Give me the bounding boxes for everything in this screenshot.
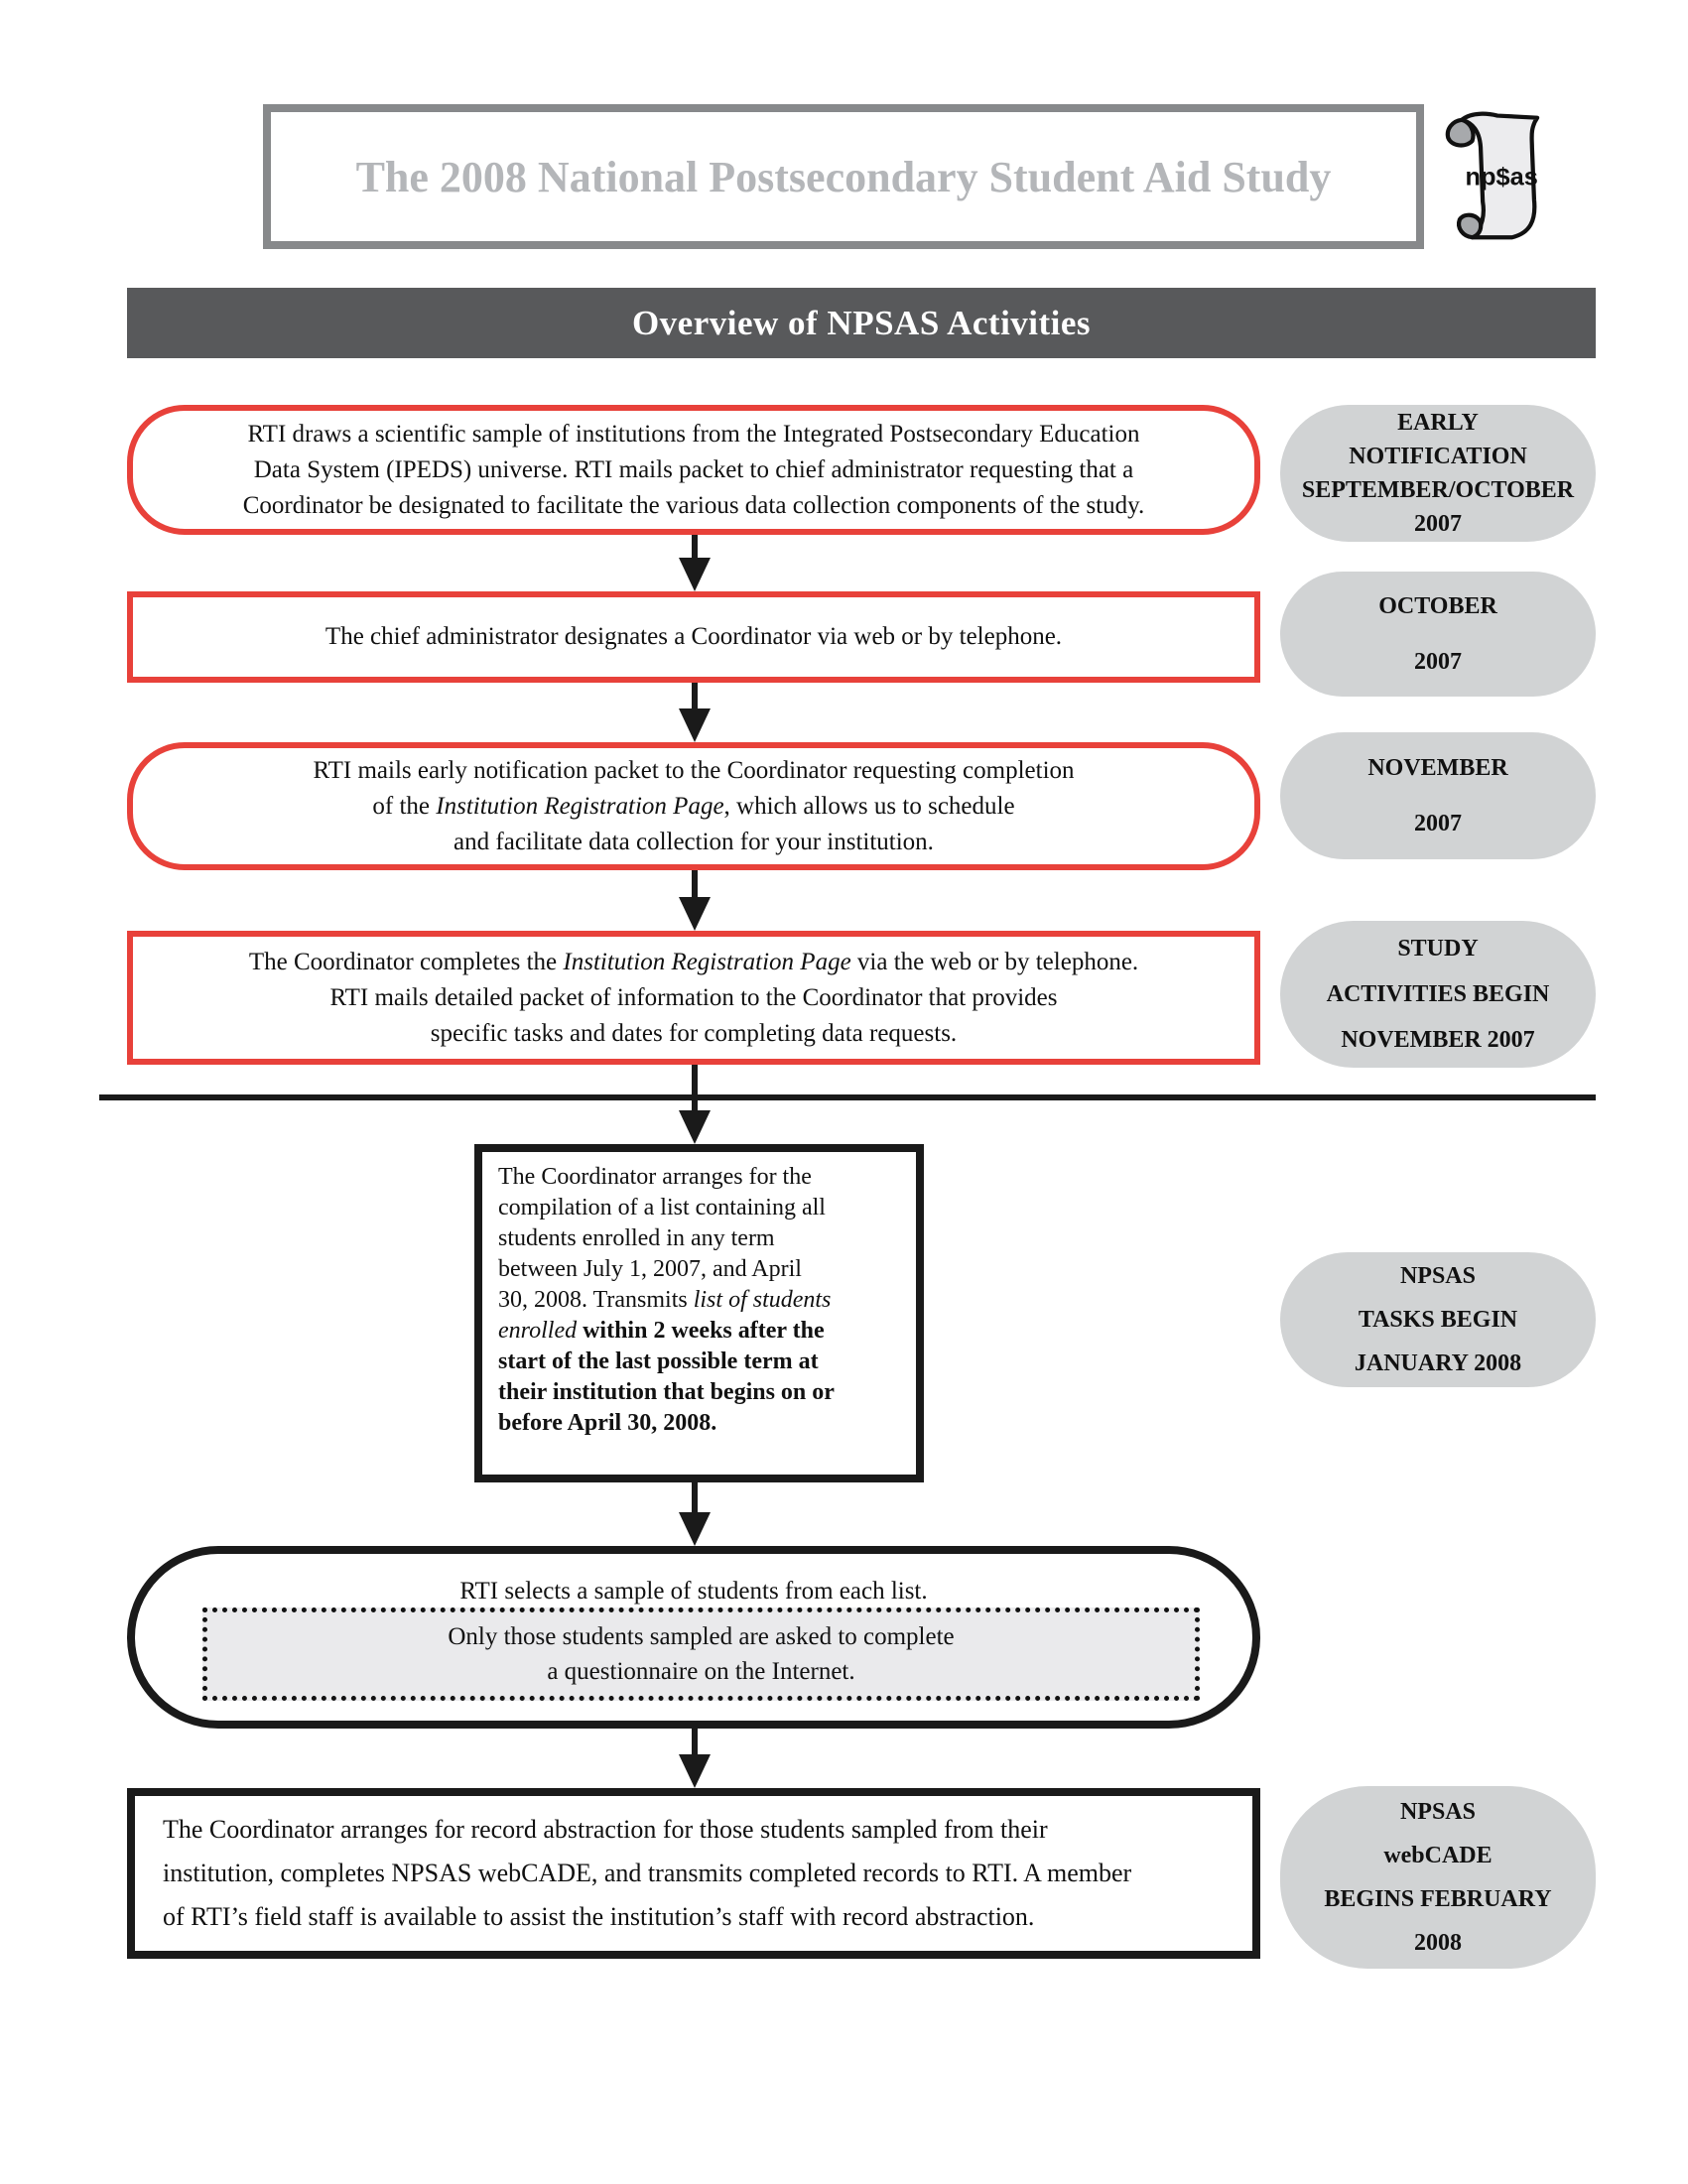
timeline-pill-november-2007 <box>1280 732 1596 859</box>
step-record-abstraction-text: The Coordinator arranges for record abstraction for those students sampled from their institution, completes NPSAS webCADE, and transmits completed records to RTI. A member of RTI’s field staff is available to assist the institution’s staff with record abstraction. <box>163 1815 1132 1931</box>
timeline-pill-npsas-webcade-begins-label: NPSAS webCADE BEGINS FEBRUARY 2008 <box>1324 1799 1552 1956</box>
sampled-students-note-box <box>202 1607 1200 1701</box>
step-institution-sample-text: RTI draws a scientific sample of institutions from the Integrated Postsecondary Education Data System (IPEDS) universe. RTI mails packet to chief administrator requesting that a Coordinator be designated to facilitate the various data collection components of the study. <box>242 420 1145 519</box>
timeline-pill-npsas-webcade-begins <box>1280 1786 1596 1969</box>
step-institution-sample-box <box>127 405 1260 535</box>
arrow-head <box>679 1512 711 1546</box>
scroll-icon-graphic <box>1429 105 1568 252</box>
phase-divider-line <box>99 1094 1596 1100</box>
arrow-head <box>679 1110 711 1144</box>
arrow-down-icon <box>677 683 713 742</box>
step-student-list-compilation-box <box>474 1144 924 1482</box>
step-sample-selection-box <box>127 1546 1260 1729</box>
arrow-head <box>679 558 711 591</box>
timeline-pill-study-activities-begin-label: STUDY ACTIVITIES BEGIN NOVEMBER 2007 <box>1326 936 1550 1053</box>
timeline-pill-early-notification-label: EARLY NOTIFICATION SEPTEMBER/OCTOBER 2007 <box>1301 410 1575 537</box>
timeline-pill-november-2007-label: NOVEMBER 2007 <box>1367 755 1508 836</box>
arrow-down-icon <box>677 1065 713 1144</box>
arrow-down-icon <box>677 1729 713 1788</box>
step-student-list-compilation-text: The Coordinator arranges for the compilation of a list containing all students enrolled in any term between July 1, 2007, and April 30, 2008. Transmits list of students enrolled within 2 weeks after the start of the last possible term at their institution that begins on or before April 30, 2008. <box>498 1164 835 1436</box>
arrow-down-icon <box>677 535 713 591</box>
timeline-pill-october-2007-label: OCTOBER 2007 <box>1378 593 1497 675</box>
arrow-down-icon <box>677 870 713 931</box>
arrow-head <box>679 708 711 742</box>
step-record-abstraction-box <box>127 1788 1260 1959</box>
step-early-notification-packet-text: RTI mails early notification packet to the Coordinator requesting completion of the Institution Registration Page, which allows us to schedule and facilitate data collection for your institution. <box>313 756 1075 855</box>
step-designate-coordinator-box <box>127 591 1260 683</box>
step-registration-page-complete-box <box>127 931 1260 1065</box>
step-designate-coordinator-text: The chief administrator designates a Coordinator via web or by telephone. <box>325 623 1063 650</box>
section-header-label: Overview of NPSAS Activities <box>631 303 1092 342</box>
step-registration-page-complete-text: The Coordinator completes the Institution Registration Page via the web or by telephone. RTI mails detailed packet of information to the Coordinator that provides specific tasks and dates for completing data requests. <box>248 948 1139 1047</box>
arrow-down-icon <box>677 1482 713 1546</box>
timeline-pill-npsas-tasks-begin <box>1280 1252 1596 1387</box>
arrow-head <box>679 1754 711 1788</box>
timeline-pill-npsas-tasks-begin-label: NPSAS TASKS BEGIN JANUARY 2008 <box>1354 1263 1522 1376</box>
step-sample-selection-text: RTI selects a sample of students from each list. <box>459 1578 928 1605</box>
npsas-logo-text: np$as <box>1465 163 1538 192</box>
timeline-pill-early-notification <box>1280 405 1596 542</box>
section-header-bar <box>127 288 1596 358</box>
npsas-scroll-icon <box>1429 105 1568 252</box>
sampled-students-note-text: Only those students sampled are asked to complete a questionnaire on the Internet. <box>448 1623 955 1685</box>
title-box <box>263 104 1424 249</box>
timeline-pill-study-activities-begin <box>1280 921 1596 1068</box>
arrow-stem <box>692 1065 698 1116</box>
step-early-notification-packet-box <box>127 742 1260 870</box>
page-title: The 2008 National Postsecondary Student Aid Study <box>355 152 1332 201</box>
arrow-head <box>679 897 711 931</box>
timeline-pill-october-2007 <box>1280 572 1596 697</box>
